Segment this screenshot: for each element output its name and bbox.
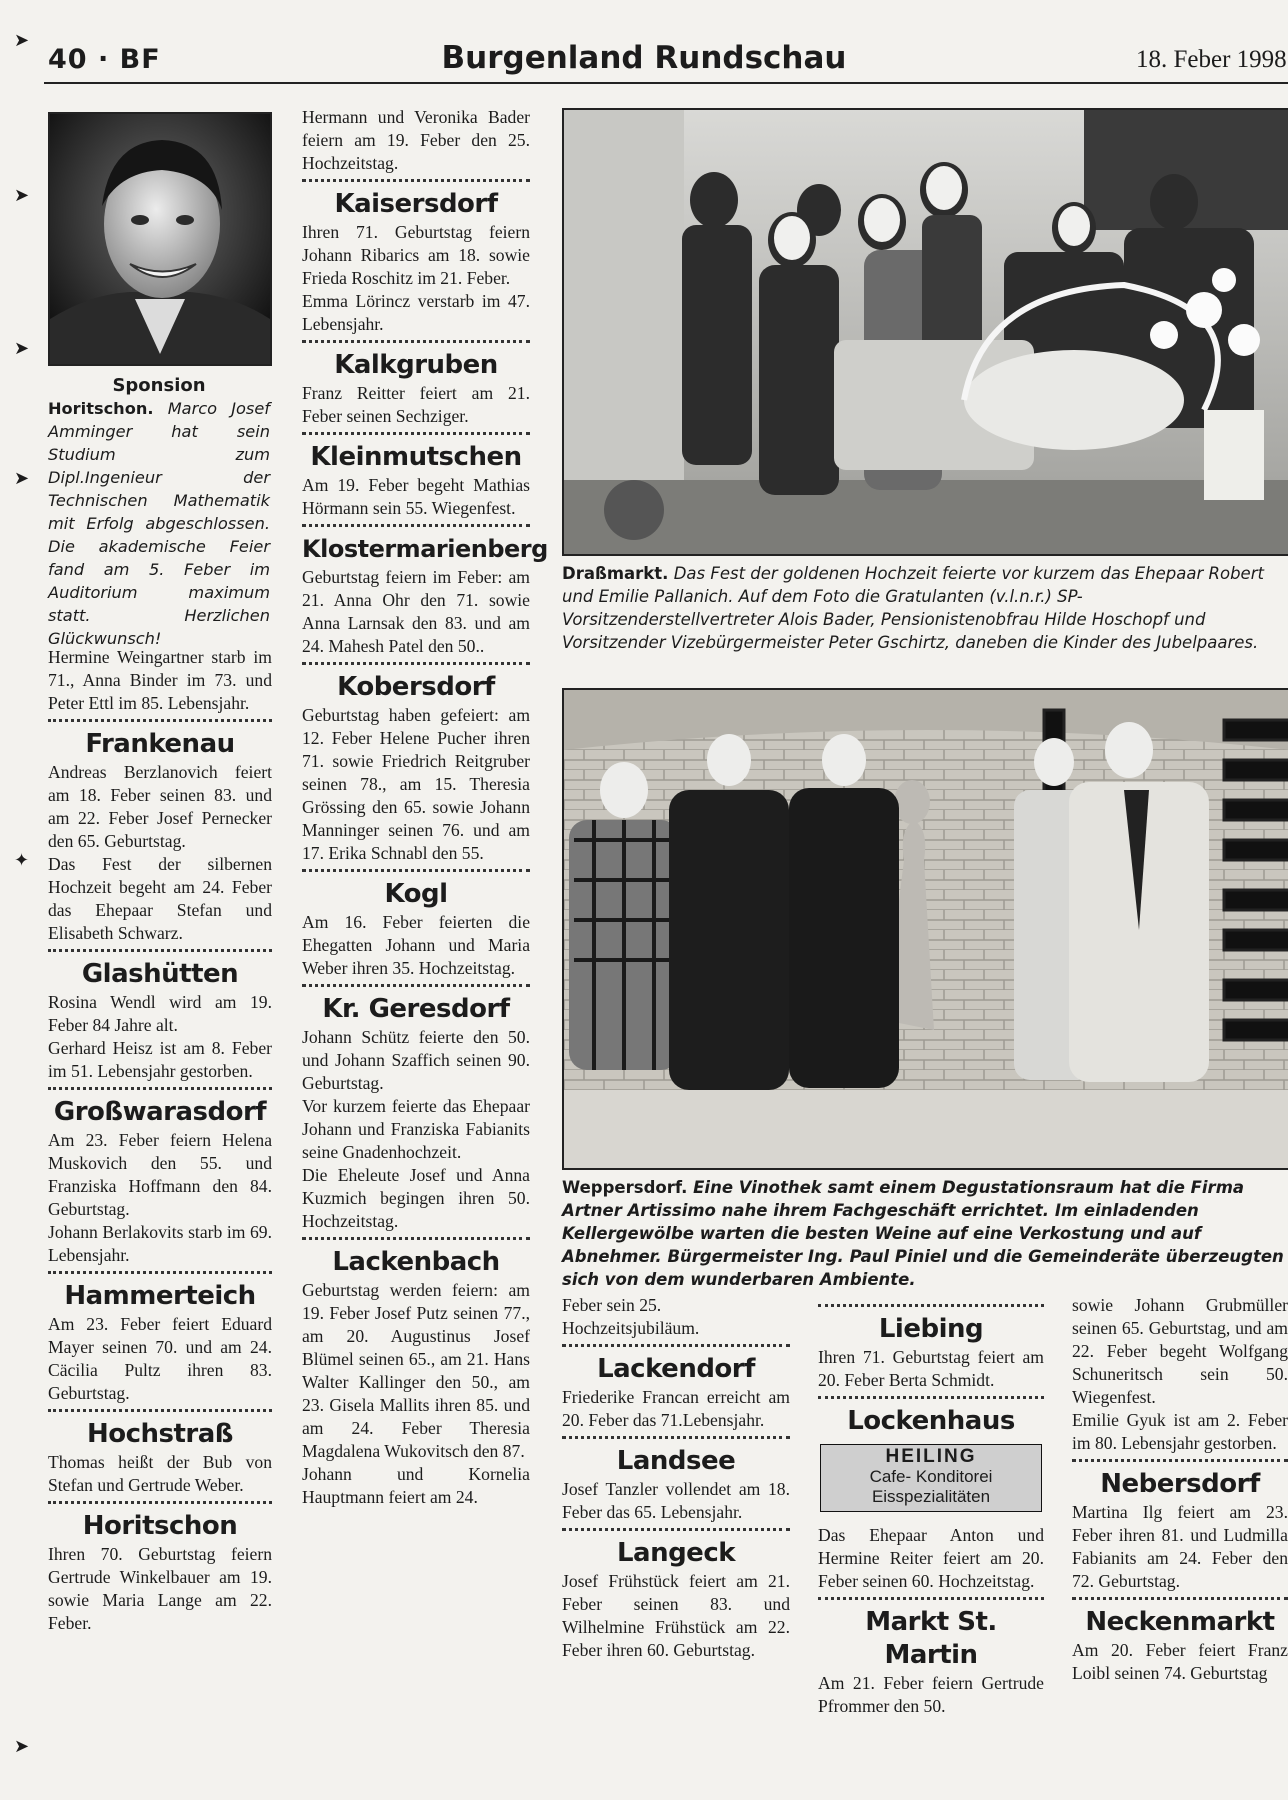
section-text: Rosina Wendl wird am 19. Feber 84 Jahre alt. <box>48 992 272 1035</box>
section-text: Gerhard Heisz ist am 8. Feber im 51. Lebensjahr gestorben. <box>48 1038 272 1081</box>
photo-weppersdorf <box>562 688 1288 1170</box>
section-liebing <box>818 1304 1044 1392</box>
section-glashuetten <box>48 949 272 1083</box>
section-title: Kleinmutschen <box>302 432 530 474</box>
section-title: Lackendorf <box>562 1344 790 1386</box>
caption-place: Draßmarkt. <box>562 564 669 583</box>
section-neckenmarkt <box>1072 1597 1288 1685</box>
section-text: Am 16. Feber feierten die Ehegatten Johann und Maria Weber ihren 35. Hochzeitstag. <box>302 912 530 978</box>
section-lackenbach <box>302 1237 530 1509</box>
section-hammerteich <box>48 1271 272 1405</box>
section-text: Geburtstag feiern im Feber: am 21. Anna Ohr den 71. sowie Anna Larnsak den 83. und am 24. Mahesh Patel den 50.. <box>302 567 530 656</box>
section-kr-geresdorf <box>302 984 530 1233</box>
section-kleinmutschen <box>302 432 530 520</box>
section-landsee <box>562 1436 790 1524</box>
section-text: Am 21. Feber feiern Gertrude Pfrommer den 50. <box>818 1673 1044 1716</box>
sponsion-place: Horitschon. <box>48 399 154 418</box>
section-text: Ihren 71. Geburtstag feiern Johann Ribarics am 18. sowie Frieda Roschitz im 21. Feber. <box>302 222 530 288</box>
section-text: Emma Lörincz verstarb im 47. Lebensjahr. <box>302 291 530 334</box>
section-text: Ihren 70. Geburtstag feiern Gertrude Winkelbauer am 19. sowie Maria Lange am 22. Feber. <box>48 1544 272 1633</box>
section-kalkgruben <box>302 340 530 428</box>
advertisement-heiling <box>820 1444 1042 1512</box>
continued-text: sowie Johann Grubmüller seinen 65. Geburtstag, und am 22. Feber begeht Wolfgang Schuneritsch sein 50. Wiegenfest. <box>1072 1295 1288 1407</box>
section-kogl <box>302 869 530 980</box>
issue-date: 18. Feber 1998 <box>1136 46 1287 73</box>
section-title: Lockenhaus <box>818 1396 1044 1438</box>
column-3 <box>562 1294 790 1662</box>
section-text: Am 19. Feber begeht Mathias Hörmann sein 55. Wiegenfest. <box>302 475 530 518</box>
margin-arrow-icon: ➤ <box>14 30 30 51</box>
section-text: Das Ehepaar Anton und Hermine Reiter feiert am 20. Feber seinen 60. Hochzeitstag. <box>818 1525 1044 1591</box>
header-rule <box>44 82 1288 84</box>
margin-arrow-icon: ➤ <box>14 185 30 206</box>
section-title: Hochstraß <box>48 1409 272 1451</box>
column-4 <box>818 1300 1044 1718</box>
ad-line: Eisspezialitäten <box>871 1487 991 1506</box>
section-title: Lackenbach <box>302 1237 530 1279</box>
section-text: Thomas heißt der Bub von Stefan und Gertrude Weber. <box>48 1452 272 1495</box>
margin-arrow-icon: ➤ <box>14 338 30 359</box>
column-1 <box>48 646 272 1635</box>
caption-place: Weppersdorf. <box>562 1178 688 1197</box>
section-grosswarasdorf <box>48 1087 272 1267</box>
newspaper-title: Burgenland Rundschau <box>441 40 847 76</box>
ad-brand: HEILING <box>885 1446 977 1467</box>
section-text: Geburtstag werden feiern: am 19. Feber Josef Putz seinen 77., am 20. Augustinus Josef Blümel seinen 65., am 21. Hans Walter Kallinger den 50., am 23. Gisela Mallits ihren 85. und am 24. Feber Theresia Magdalena Wukovitsch den 87. <box>302 1280 530 1461</box>
section-text: Das Fest der silbernen Hochzeit begeht am 24. Feber das Ehepaar Stefan und Elisabeth Schwarz. <box>48 854 272 943</box>
section-text: Vor kurzem feierte das Ehepaar Johann und Franziska Fabianits seine Gnadenhochzeit. <box>302 1096 530 1162</box>
section-text: Am 23. Feber feiert Eduard Mayer seinen 70. und am 24. Cäcilia Pultz ihren 83. Geburtstag. <box>48 1314 272 1403</box>
section-text: Martina Ilg feiert am 23. Feber ihren 81. und Ludmilla Fabianits am 24. Feber den 72. Geburtstag. <box>1072 1502 1288 1591</box>
section-title: Kogl <box>302 869 530 911</box>
section-text: Johann Berlakovits starb im 69. Lebensjahr. <box>48 1222 272 1265</box>
section-title: Nebersdorf <box>1072 1459 1288 1501</box>
section-langeck <box>562 1528 790 1662</box>
continued-text: Feber sein 25. Hochzeitsjubiläum. <box>562 1295 700 1338</box>
section-title: Hammerteich <box>48 1271 272 1313</box>
section-horitschon <box>48 1501 272 1635</box>
portrait-photo <box>48 112 272 366</box>
obituary-intro: Hermine Weingartner starb im 71., Anna Binder im 73. und Peter Ettl im 85. Lebensjahr. <box>48 647 272 713</box>
section-title: Horitschon <box>48 1501 272 1543</box>
section-title: Frankenau <box>48 719 272 761</box>
caption-text: Das Fest der goldenen Hochzeit feierte vor kurzem das Ehepaar Robert und Emilie Pallanich. Auf dem Foto die Gratulanten (v.l.n.r.) SP-Vorsitzenderstellvertreter Alois Bader, Pensionistenobfrau Hilde Hoschopf und Vorsitzender Vizebürgermeister Peter Gschirtz, daneben die Kinder des Jubelpaares. <box>562 564 1264 652</box>
section-title: Kobersdorf <box>302 662 530 704</box>
sponsion-caption <box>48 374 270 650</box>
section-markt-st-martin <box>818 1597 1044 1718</box>
section-text: Andreas Berzlanovich feiert am 18. Feber seinen 83. und am 22. Feber Josef Pernecker den 65. Geburtstag. <box>48 762 272 851</box>
photo-caption-drassmarkt <box>562 562 1288 654</box>
section-text: Josef Tanzler vollendet am 18. Feber das 65. Lebensjahr. <box>562 1479 790 1522</box>
section-kobersdorf <box>302 662 530 865</box>
section-text: Friederike Francan erreicht am 20. Feber das 71.Lebensjahr. <box>562 1387 790 1430</box>
section-title: Markt St. Martin <box>818 1597 1044 1672</box>
section-title: Kr. Geresdorf <box>302 984 530 1026</box>
section-text: Franz Reitter feiert am 21. Feber seinen Sechziger. <box>302 383 530 426</box>
section-hochstrass <box>48 1409 272 1497</box>
section-title: Neckenmarkt <box>1072 1597 1288 1639</box>
section-title: Kalkgruben <box>302 340 530 382</box>
section-kaisersdorf <box>302 179 530 336</box>
page-number: 40 · BF <box>48 44 161 75</box>
continued-text: Emilie Gyuk ist am 2. Feber im 80. Lebensjahr gestorben. <box>1072 1410 1288 1453</box>
section-title: Großwarasdorf <box>48 1087 272 1129</box>
section-lockenhaus <box>818 1396 1044 1438</box>
margin-arrow-icon: ➤ <box>14 468 30 489</box>
section-text: Josef Frühstück feiert am 21. Feber seinen 83. und Wilhelmine Frühstück am 22. Feber ihren 60. Geburtstag. <box>562 1571 790 1660</box>
section-klostermarienberg <box>302 524 548 658</box>
section-text: Am 23. Feber feiern Helena Muskovich den 55. und Franziska Hoffmann den 84. Geburtstag. <box>48 1130 272 1219</box>
section-text: Ihren 71. Geburtstag feiert am 20. Feber Berta Schmidt. <box>818 1347 1044 1390</box>
section-text: Johann Schütz feierte den 50. und Johann Szaffich seinen 90. Geburtstag. <box>302 1027 530 1093</box>
section-text: Die Eheleute Josef und Anna Kuzmich begingen ihren 50. Hochzeitstag. <box>302 1165 530 1231</box>
photo-caption-weppersdorf <box>562 1176 1288 1291</box>
caption-text: Eine Vinothek samt einem Degustationsraum hat die Firma Artner Artissimo nahe ihrem Fachgeschäft errichtet. Im einladenden Kellergewölbe warten die besten Weine auf eine Verkostung und auf Abnehmer. Bürgermeister Ing. Paul Piniel und die Gemeinderäte überzeugten sich von dem wunderbaren Ambiente. <box>562 1178 1284 1289</box>
sponsion-text: Marco Josef Amminger hat sein Studium zum Dipl.Ingenieur der Technischen Mathematik mit Erfolg abgeschlossen. Die akademische Feier fand am 5. Feber im Auditorium maximum statt. Herzlichen Glückwunsch! <box>48 399 270 648</box>
section-title: Liebing <box>818 1304 1044 1346</box>
sponsion-heading: Sponsion <box>112 375 206 396</box>
section-text: Johann und Kornelia Hauptmann feiert am 24. <box>302 1464 530 1507</box>
section-frankenau <box>48 719 272 945</box>
section-nebersdorf <box>1072 1459 1288 1593</box>
margin-arrow-icon: ✦ <box>14 850 30 871</box>
section-title: Klostermarienberg <box>302 524 530 566</box>
section-text: Am 20. Feber feiert Franz Loibl seinen 74. Geburtstag <box>1072 1640 1288 1683</box>
column-5 <box>1072 1294 1288 1685</box>
section-title: Glashütten <box>48 949 272 991</box>
column-2 <box>302 106 548 1509</box>
section-title: Kaisersdorf <box>302 179 530 221</box>
section-text: Geburtstag haben gefeiert: am 12. Feber Helene Pucher ihren 71. sowie Friedrich Reitgruber seinen 78., am 15. Theresia Grössing den 65. sowie Johann Manninger seinen 76. und am 17. Erika Schnabl den 55. <box>302 705 530 863</box>
anniversary-intro: Hermann und Veronika Bader feiern am 19. Feber den 25. Hochzeitstag. <box>302 107 530 173</box>
section-title: Landsee <box>562 1436 790 1478</box>
ad-line: Cafe- Konditorei <box>869 1467 993 1486</box>
section-title: Langeck <box>562 1528 790 1570</box>
margin-arrow-icon: ➤ <box>14 1736 30 1757</box>
section-lackendorf <box>562 1344 790 1432</box>
photo-drassmarkt <box>562 108 1288 556</box>
